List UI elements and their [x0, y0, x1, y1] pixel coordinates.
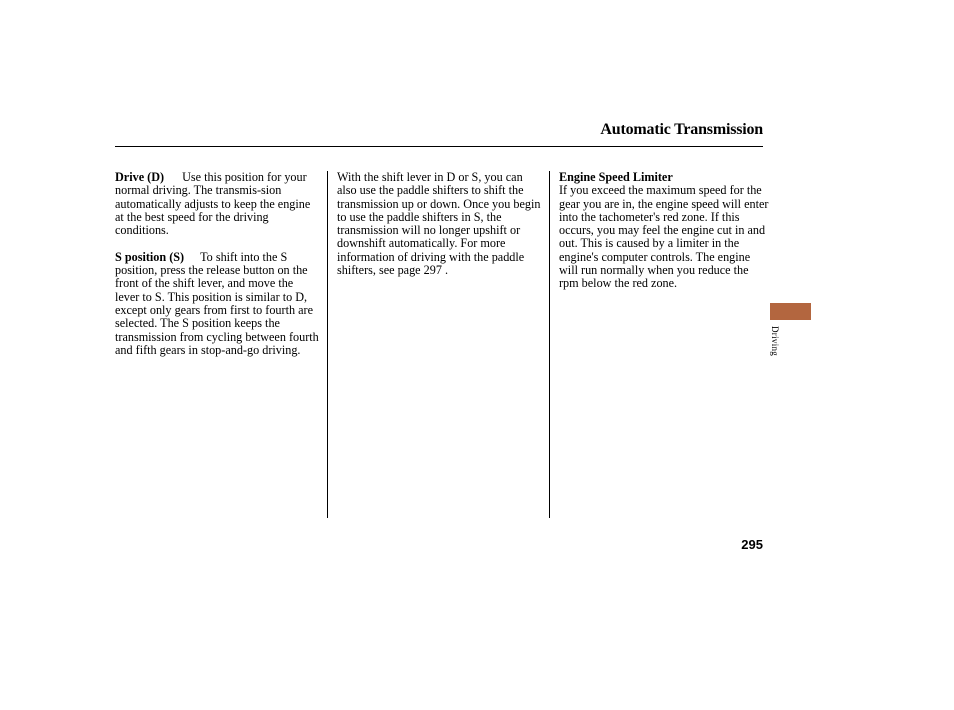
column-divider-1 — [327, 171, 328, 518]
section-tab-label: Driving — [770, 326, 780, 357]
engine-speed-limiter-heading: Engine Speed Limiter — [559, 170, 673, 184]
column-right — [559, 171, 769, 291]
column-middle — [337, 171, 542, 277]
header-rule — [115, 146, 763, 147]
paddle-shifter-paragraph — [337, 171, 542, 277]
section-tab-marker — [770, 303, 811, 320]
paddle-shifter-text: With the shift lever in D or S, you can also use the paddle shifters to shift the transmission up or down. Once you begin to use the paddle shifters in S, the transmission will no longer upshift or downshift automatically. For more information of driving with the paddle shifters, see page — [337, 170, 541, 278]
paddle-shifter-end: . — [441, 263, 449, 278]
s-position-text: To shift into the S position, press the release button on the front of the shift lever, and move the lever to S. This position is similar to D, except only gears from first to fourth are selected. The S position keeps the transmission from cycling between fourth and fifth gears in stop-and-go driving. — [115, 249, 319, 357]
column-left — [115, 171, 320, 357]
column-divider-2 — [549, 171, 550, 518]
s-position-paragraph — [115, 251, 320, 357]
page-number: 295 — [741, 537, 763, 552]
drive-text: Use this position for your normal driving. The transmis-sion automatically adjusts to keep the engine at the best speed for the driving conditions. — [115, 170, 311, 238]
drive-paragraph — [115, 171, 320, 237]
s-position-heading: S position (S) — [115, 249, 185, 264]
page-reference-link[interactable]: 297 — [423, 263, 442, 278]
page-title: Automatic Transmission — [600, 121, 763, 138]
engine-speed-limiter-text: If you exceed the maximum speed for the gear you are in, the engine speed will enter into the tachometer's red zone. If this occurs, you may feel the engine cut in and out. This is caused by a limiter in the engine's computer controls. The engine will run normally when you reduce the rpm below the red zone. — [559, 183, 769, 291]
drive-heading: Drive (D) — [115, 170, 165, 184]
